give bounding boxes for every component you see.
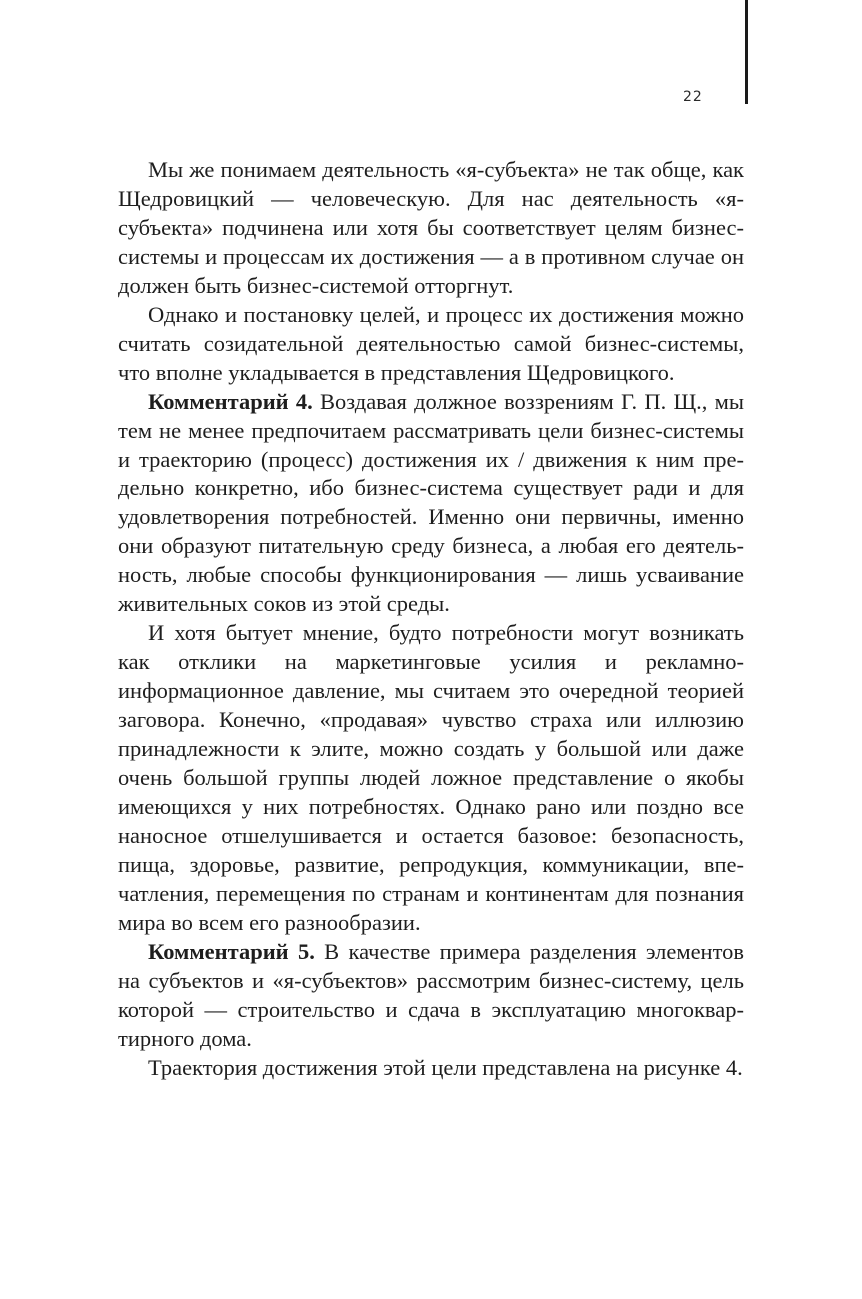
body-text xyxy=(118,156,744,1083)
comment-5-lead: Комментарий 5. xyxy=(148,938,315,964)
paragraph-4 xyxy=(118,619,744,937)
paragraph-3 xyxy=(118,388,744,620)
paragraph-6 xyxy=(118,1054,744,1083)
paragraph-text: Воздавая должное воззрениям Г. П. Щ., мы тем не менее предпочитаем рассматривать цели бизнес-системы и траекторию (процесс) достижения их / движения к ним предельно конкретно, ибо бизнес-система существует ради и для удовлетворения потребностей. Именно они первичны, именно они образуют питательную среду бизнеса, а любая его деятельность, любые способы функционирования — лишь усваивание живительных соков из этой среды. xyxy=(118,388,744,617)
paragraph-text: Однако и постановку целей, и процесс их достижения можно считать созидательной деятельностью самой бизнес-системы, что вполне укладывается в представления Щедровицкого. xyxy=(118,301,744,385)
paragraph-2 xyxy=(118,301,744,388)
paragraph-1 xyxy=(118,156,744,301)
paragraph-text: И хотя бытует мнение, будто потребности могут возникать как отклики на маркетинговые усилия и рекламно-информационное давление, мы считаем это очередной теорией заговора. Конечно, «продавая» чувство страха или иллюзию принадлежности к элите, можно создать у большой или даже очень большой группы людей ложное представление о якобы имеющихся у них потребностях. Однако рано или поздно все наносное отшелушивается и остается базовое: безопасность, пища, здоровье, развитие, репродукция, коммуникации, впечатления, перемещения по странам и континентам для познания мира во всем его разнообразии. xyxy=(118,620,744,935)
page-number: 22 xyxy=(683,89,703,105)
comment-4-lead: Комментарий 4. xyxy=(148,388,313,414)
paragraph-text: Траектория достижения этой цели представлена на рисунке 4. xyxy=(148,1054,743,1080)
page-edge-rule xyxy=(745,0,748,104)
paragraph-text: В качестве примера разделения элементов на субъектов и «я-субъектов» рассмотрим бизнес-систему, цель которой — строительство и сдача в эксплуатацию многоквартирного дома. xyxy=(118,938,745,1051)
paragraph-5 xyxy=(118,938,744,1054)
paragraph-text: Мы же понимаем деятельность «я-субъекта» не так обще, как Щедровицкий — человеческую. Для нас деятельность «я-субъекта» подчинена или хотя бы соответствует целям бизнес-системы и процессам их достижения — а в противном случае он должен быть бизнес-системой отторгнут. xyxy=(118,157,744,298)
